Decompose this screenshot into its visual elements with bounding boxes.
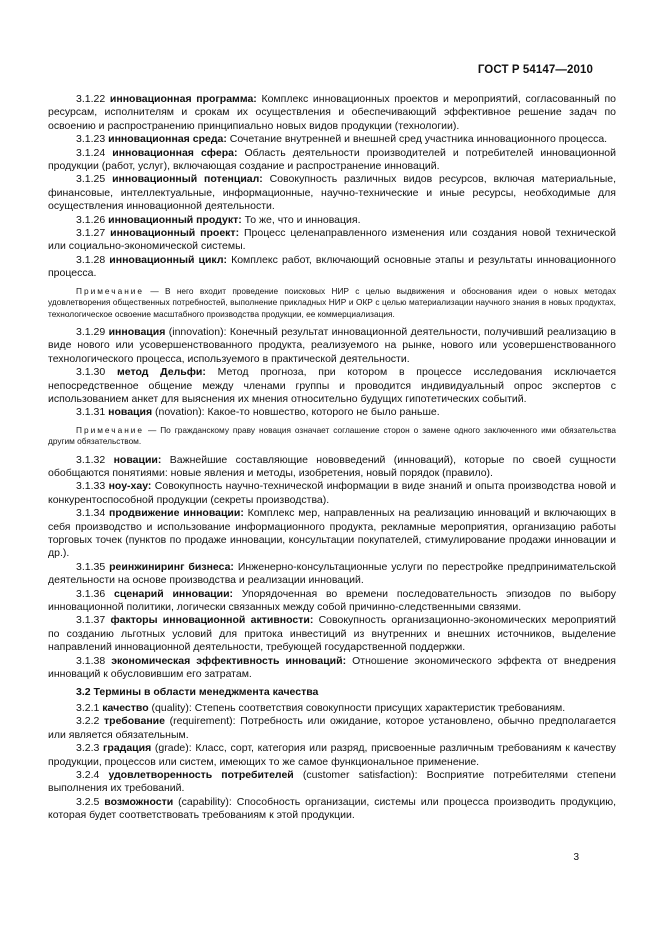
term-entry bbox=[48, 254, 616, 281]
term-name: инновационный продукт: bbox=[108, 213, 242, 226]
term-name: ноу-хау: bbox=[108, 480, 152, 493]
term-number: 3.1.26 bbox=[76, 213, 106, 226]
term-name: возможности bbox=[104, 795, 174, 808]
term-number: 3.1.25 bbox=[76, 173, 106, 186]
term-entry bbox=[48, 326, 616, 366]
term-number: 3.1.32 bbox=[76, 453, 106, 466]
term-definition: (novation): Какое-то новшество, которого не было раньше. bbox=[152, 406, 440, 419]
term-number: 3.1.29 bbox=[76, 325, 106, 338]
term-number: 3.1.30 bbox=[76, 366, 106, 379]
term-definition: (customer satisfaction): Восприятие потребителями степени выполнения их требований. bbox=[48, 768, 616, 795]
note-text: — По гражданскому праву новация означает соглашение сторон о замене одного заключенного ими обязательства другим обязательством. bbox=[48, 424, 616, 447]
term-entry bbox=[48, 454, 616, 481]
term-definition: (requirement): Потребность или ожидание, которое установлено, обычно предполагается или является обязательным. bbox=[48, 715, 616, 741]
term-number: 3.2.2 bbox=[76, 715, 100, 728]
term-definition: Важнейшие составляющие нововведений (инноваций), которые по своей сущности обобщаются понятиями: новые явления и методы, изобретения, новый порядок (правило). bbox=[48, 453, 617, 479]
term-number: 3.2.4 bbox=[76, 768, 100, 781]
term-number: 3.1.37 bbox=[76, 614, 106, 627]
term-definition: Упорядоченная во времени последовательность эпизодов по выбору инновационной политики, логически связанных между собой причинно-следственными связями. bbox=[48, 587, 616, 614]
section-title: Термины в области менеджмента качества bbox=[93, 686, 319, 699]
term-number: 3.1.23 bbox=[76, 133, 106, 146]
term-number: 3.1.27 bbox=[76, 227, 106, 240]
term-definition: Совокупность различных видов ресурсов, включая материальные, финансовые, интеллектуальные, информационные, научно-технические и иные ресурсы, необходимые для осуществления инновационной деятельности. bbox=[48, 173, 617, 213]
page-number: 3 bbox=[573, 852, 579, 863]
term-definition: (quality): Степень соответствия совокупности присущих характеристик требованиям. bbox=[148, 701, 566, 714]
term-entry bbox=[48, 769, 616, 796]
term-name: продвижение инновации: bbox=[109, 507, 244, 520]
term-definition: Область деятельности производителей и потребителей инновационной продукции (работ, услуг), включающая создание и распространение инноваций. bbox=[48, 146, 617, 173]
term-name: новации: bbox=[113, 453, 162, 466]
term-entry bbox=[48, 742, 616, 769]
term-name: инновационный проект: bbox=[110, 227, 240, 240]
term-definition: Процесс целенаправленного изменения или создания новой технической или социально-экономической системы. bbox=[48, 227, 617, 253]
term-number: 3.1.38 bbox=[76, 654, 106, 667]
terms-group-3 bbox=[48, 454, 616, 682]
term-entry bbox=[48, 173, 616, 213]
term-name: экономическая эффективность инноваций: bbox=[111, 654, 347, 667]
term-name: новация bbox=[108, 406, 153, 419]
term-definition: Инженерно-консультационные услуги по перестройке предпринимательской деятельности на основе производства и реализации инноваций. bbox=[48, 560, 616, 587]
term-entry bbox=[48, 507, 616, 561]
note-text: — В него входит проведение поисковых НИР с целью выдвижения и обоснования идеи о новых методах удовлетворения общественных потребностей, выполнение прикладных НИР и ОКР с целью материализации научного знания в новых продуктах, технологическое освоение масштабного производства продукции, ее коммерциализация. bbox=[48, 285, 616, 319]
term-name: требование bbox=[104, 715, 165, 728]
term-number: 3.1.31 bbox=[76, 406, 106, 419]
note-1 bbox=[48, 286, 616, 320]
standard-header: ГОСТ Р 54147—2010 bbox=[477, 64, 593, 76]
term-name: инновация bbox=[108, 325, 166, 338]
term-definition: Сочетание внутренней и внешней сред участника инновационного процесса. bbox=[226, 133, 608, 146]
term-definition: Комплекс работ, включающий основные этапы и результаты инновационного процесса. bbox=[48, 253, 616, 280]
term-name: градация bbox=[103, 742, 152, 755]
term-name: метод Дельфи: bbox=[116, 366, 206, 379]
term-entry bbox=[48, 480, 616, 507]
term-entry bbox=[48, 796, 616, 823]
term-entry bbox=[48, 366, 616, 406]
term-definition: Совокупность организационно-экономических мероприятий по созданию льготных условий для притока инвестиций из внутренних и внешних источников, выделение направлений инновационной деятельности, требующей государственной поддержки. bbox=[48, 614, 616, 654]
term-entry bbox=[48, 133, 616, 146]
term-name: реинжиниринг бизнеса: bbox=[109, 560, 234, 573]
term-number: 3.1.34 bbox=[76, 507, 106, 520]
section-heading bbox=[48, 686, 616, 699]
term-entry bbox=[48, 227, 616, 254]
term-definition: Комплекс инновационных проектов и мероприятий, согласованный по ресурсам, исполнителям и срокам их осуществления и обеспечивающий эффективное решение задач по освоению и распространению принципиально новых видов продукции (технологии). bbox=[48, 93, 616, 132]
term-entry bbox=[48, 715, 616, 742]
term-entry bbox=[48, 614, 616, 654]
note-label: Примечание bbox=[76, 285, 145, 296]
term-entry bbox=[48, 93, 616, 133]
term-definition: Комплекс мер, направленных на реализацию инноваций и включающих в себя производство и использование информационного продукта, рекламные мероприятия, организацию работы торговых точек (пунктов по продаже инновации, консультации покупателей, стимулирование продажи инновации и др.). bbox=[48, 507, 617, 560]
term-name: качество bbox=[102, 701, 149, 714]
terms-group-2 bbox=[48, 326, 616, 420]
term-name: инновационный потенциал: bbox=[112, 173, 263, 186]
term-number: 3.1.35 bbox=[76, 560, 106, 573]
term-name: инновационная среда: bbox=[108, 133, 227, 146]
terms-group-1 bbox=[48, 93, 616, 281]
term-name: инновационная программа: bbox=[109, 93, 257, 105]
term-entry bbox=[48, 214, 616, 227]
term-definition: (innovation): Конечный результат инновационной деятельности, получивший реализацию в виде нового или усовершенствованного продукта, реализуемого на рынке, нового или усовершенствованного технологического процесса, используемого в практической деятельности. bbox=[48, 325, 616, 365]
term-entry bbox=[48, 655, 616, 682]
document-body bbox=[48, 93, 616, 823]
term-definition: Метод прогноза, при котором в процессе исследования исключается непосредственное общение между членами группы и проводится индивидуальный опрос экспертов с использованием анкет для выяснения их мнения относительно будущих гипотетических событий. bbox=[48, 366, 617, 405]
term-number: 3.1.24 bbox=[76, 146, 106, 159]
term-entry bbox=[48, 406, 616, 419]
term-name: инновационный цикл: bbox=[109, 253, 227, 266]
terms-group-4 bbox=[48, 702, 616, 823]
section-number: 3.2 bbox=[76, 686, 91, 699]
term-number: 3.1.33 bbox=[76, 480, 106, 493]
term-entry bbox=[48, 588, 616, 615]
term-name: факторы инновационной активности: bbox=[110, 614, 314, 627]
term-entry bbox=[48, 561, 616, 588]
term-definition: (capability): Способность организации, системы или процесса производить продукцию, которая будет соответствовать требованиям к этой продукции. bbox=[48, 795, 616, 822]
term-name: сценарий инновации: bbox=[114, 587, 234, 600]
term-name: инновационная сфера: bbox=[112, 146, 238, 159]
note-label: Примечание bbox=[76, 424, 145, 435]
term-definition: Совокупность научно-технической информации в виде знаний и опыта производства новой и конкурентоспособной продукции (секреты производства). bbox=[48, 480, 617, 506]
note-2 bbox=[48, 425, 616, 448]
term-definition: То же, что и инновация. bbox=[241, 213, 361, 226]
term-entry bbox=[48, 147, 616, 174]
term-entry bbox=[48, 702, 616, 715]
term-name: удовлетворенность потребителей bbox=[108, 768, 294, 781]
term-definition: (grade): Класс, сорт, категория или разряд, присвоенные различным требованиям к качеству продукции, процессов или систем, имеющих то же самое функциональное применение. bbox=[48, 742, 616, 768]
term-definition: Отношение экономического эффекта от внедрения инноваций к обусловившим его затратам. bbox=[48, 654, 616, 681]
term-number: 3.2.5 bbox=[76, 795, 100, 808]
term-number: 3.2.3 bbox=[76, 742, 100, 755]
term-number: 3.2.1 bbox=[76, 701, 100, 714]
term-number: 3.1.36 bbox=[76, 587, 106, 600]
term-number: 3.1.22 bbox=[76, 93, 106, 105]
term-number: 3.1.28 bbox=[76, 253, 106, 266]
